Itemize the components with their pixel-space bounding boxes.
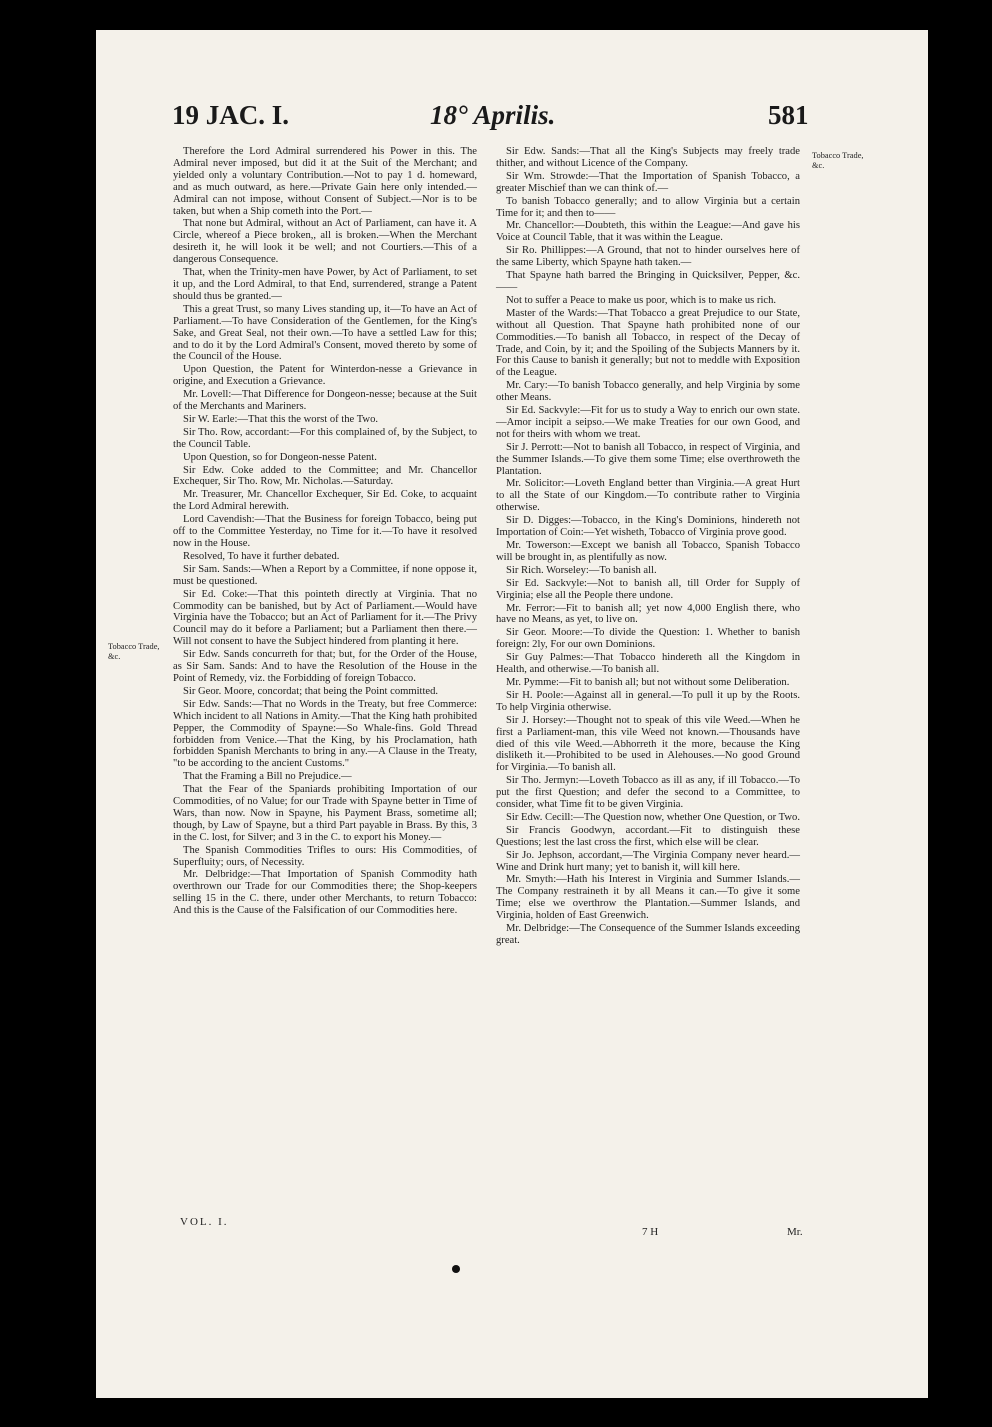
paragraph: Not to suffer a Peace to make us poor, which is to make us rich. [506,294,777,306]
paragraph: That none but Admiral, without an Act of Parliament, can have it. A Circle, whereof a Piece broken,, all is broken.—When the Merchant desireth it, he will look it be well; and not Courtiers.—This of a dangerous Consequence. [173,218,477,266]
paragraph: Sir D. Digges:—Tobacco, in the King's Dominions, hindereth not Importation of Coin:—Yet wisheth, Tobacco of Virginia prove good. [496,515,800,539]
paragraph: Mr. Towerson:—Except we banish all Tobacco, Spanish Tobacco will be brought in, as plentifully as now. [496,540,800,563]
paragraph: Mr. Smyth:—Hath his Interest in Virginia and Summer Islands.—The Company restraineth it by all Means it can.—To give it some Time; else we overthrow the Plantation.—Summer Islands, and Virginia, holden of East Greenwich. [496,874,800,922]
volume-mark: VOL. I. [180,1216,229,1228]
paragraph: Mr. Delbridge:—That Importation of Spanish Commodity hath overthrown our Trade for our Commodities there; the Shop-keepers selling 15 in the C. there, under other Merchants, to return Tobacco: And this is the Cause of the Falsification of our Commodities here. [173,869,477,917]
paragraph: Sir Edw. Sands concurreth for that; but, for the Order of the House, as Sir Sam. Sands: And to have the Resolution of the House in the Point of Remedy, viz. the Forbidding of foreign Tobacco. [173,649,477,684]
paragraph: Sir H. Poole:—Against all in general.—To pull it up by the Roots. To help Virginia otherwise. [496,689,800,713]
margin-note-left: Tobacco Trade, &c. [108,642,160,661]
paragraph: Sir J. Perrott:—Not to banish all Tobacco, in respect of Virginia, and the Summer Islands.—To give them some Time; else overthroweth the Plantation. [496,441,800,477]
paragraph: That the Fear of the Spaniards prohibiting Importation of our Commodities, of no Value; for our Trade with Spayne better in Time of Wars, than now. Now in Spayne, his Payment Brass, sometime all; though, by Law of Spayne, but a third Part payable in Brass. By this, 3 in the C. lost, for Silver; and 3 in the C. to export his Money.— [173,784,477,843]
running-head-date: 18° Aprilis. [430,100,556,130]
paragraph: That the Framing a Bill no Prejudice.— [183,771,352,783]
paragraph: Sir Ed. Coke:—That this pointeth directly at Virginia. That no Commodity can be banished, but by Act of Parliament.—Would have Virginia have the Tobacco; but an Act of Parliament for it.—The Privy Council may do it before a Parliament; but a Parliament then there.—Will not consent to have the Subject hindered from planting it here. [173,588,477,648]
paragraph: Mr. Delbridge:—The Consequence of the Summer Islands exceeding great. [496,923,800,946]
paragraph: Sir Guy Palmes:—That Tobacco hindereth all the Kingdom in Health, and otherwise.—To banish all. [496,652,800,676]
paragraph: Therefore the Lord Admiral surrendered his Power in this. The Admiral never imposed, but did it at the Suit of the Merchant; and yielded only a voluntary Contribution.—Not to pay 1 d. homeward, and as much outward, as here.—Private Gain here only intended.—Admiral can not impose, without Consent of Subject.—Nor is to be taken, but when a Ship cometh into the Port.— [173,146,477,217]
right-column [496,146,800,948]
paragraph: Sir W. Earle:—That this the worst of the Two. [183,413,379,425]
binding-hole [452,1265,460,1273]
paragraph: To banish Tobacco generally; and to allow Virginia but a certain Time for it; and then to—— [496,195,800,219]
paragraph: That Spayne hath barred the Bringing in Quicksilver, Pepper, &c.—— [496,270,800,293]
catchword: Mr. [787,1226,803,1238]
paragraph: Sir Ed. Sackvyle:—Not to banish all, till Order for Supply of Virginia; else all the People there undone. [496,577,800,601]
paragraph: Sir Tho. Jermyn:—Loveth Tobacco as ill as any, if ill Tobacco.—To put the first Question; and defer the second to a Committee, to consider, what Time fit to be given Virginia. [496,775,800,811]
paragraph: Sir Francis Goodwyn, accordant.—Fit to distinguish these Questions; lest the last cross the first, which else will be clear. [496,824,800,848]
paragraph: Sir Rich. Worseley:—To banish all. [506,564,657,576]
paragraph: Mr. Chancellor:—Doubteth, this within the League:—And gave his Voice at Council Table, that it was within the League. [496,220,800,244]
paragraph: Sir Edw. Coke added to the Committee; and Mr. Chancellor Exchequer, Sir Tho. Row, Mr. Nicholas.—Saturday. [173,464,477,488]
signature-mark: 7 H [642,1226,659,1238]
paragraph: That, when the Trinity-men have Power, by Act of Parliament, to set it up, and the Lord Admiral, to that End, surrendered, strange a Patent should thus be granted.— [173,267,477,302]
paragraph: This a great Trust, so many Lives standing up, it—To have an Act of Parliament.—To have Consideration of the Gentlemen, for the King's Sake, and Great Seal, not their own.—To have a settled Law for this; and to do it by the Lord Admiral's Consent, moved thereto by some of the Council of the House. [173,303,477,363]
paragraph: Upon Question, the Patent for Winterdon-nesse a Grievance in origine, and Execution a Grievance. [173,364,477,388]
paragraph: Mr. Lovell:—That Difference for Dongeon-nesse; because at the Suit of the Merchants and Mariners. [173,389,477,413]
paragraph: Master of the Wards:—That Tobacco a great Prejudice to our State, without all Question. That Spayne hath prohibited none of our Commodities.—To banish all Tobacco, in respect of the Decay of Trade, and Coin, by it; and the Spoiling of the Subjects Manners by it. For this Cause to banish it generally; but not to meddle with Exposition of the League. [496,307,800,379]
paragraph: Sir Edw. Sands:—That no Words in the Treaty, but free Commerce: Which incident to all Nations in Amity.—That the King hath prohibited Pepper, the Commodity of Spayne:—So Whale-fins. Gold Thread forbidden from Venice.—That the King, by his Proclamation, hath forbidden Spanish Merchants to bring in any.—A Clause in the Treaty, "to be according to the ancient Customs." [173,698,477,770]
paragraph: Mr. Solicitor:—Loveth England better than Virginia.—A great Hurt to all the State of our Kingdom.—To contribute rather to Virginia otherwise. [496,478,800,514]
paragraph: Sir Jo. Jephson, accordant,—The Virginia Company never heard.—Wine and Drink hurt many; yet to banish it, will kill here. [496,849,800,873]
paragraph: Sir J. Horsey:—Thought not to speak of this vile Weed.—When he first a Parliament-man, this vile Weed not known.—Thousands have died of this vile Weed.—Abhorreth it the more, because the King disliketh it.—Prohibited to be used in Alehouses.—No good Ground for Virginia.—To banish all. [496,714,800,774]
paragraph: Sir Geor. Moore, concordat; that being the Point committed. [183,685,439,697]
paragraph: Sir Ro. Phillippes:—A Ground, that not to hinder ourselves here of the same Liberty, which Spayne hath taken.— [496,245,800,269]
paragraph: Sir Edw. Sands:—That all the King's Subjects may freely trade thither, and without Licence of the Company. [496,146,800,169]
paragraph: Mr. Cary:—To banish Tobacco generally, and help Virginia by some other Means. [496,380,800,404]
paragraph: Sir Sam. Sands:—When a Report by a Committee, if none oppose it, must be questioned. [173,563,477,587]
paragraph: Mr. Pymme:—Fit to banish all; but not without some Deliberation. [506,676,790,688]
paragraph: The Spanish Commodities Trifles to ours: His Commodities, of Superfluity; ours, of Necessity. [173,844,477,868]
paragraph: Sir Tho. Row, accordant:—For this complained of, by the Subject, to the Council Table. [173,426,477,450]
paragraph: Sir Wm. Strowde:—That the Importation of Spanish Tobacco, a greater Mischief than we can think of.— [496,170,800,194]
paragraph: Resolved, To have it further debated. [183,550,340,562]
paragraph: Sir Geor. Moore:—To divide the Question: 1. Whether to banish foreign: 2ly, For our own Dominions. [496,627,800,651]
paragraph: Upon Question, so for Dongeon-nesse Patent. [183,451,377,463]
paragraph: Sir Ed. Sackvyle:—Fit for us to study a Way to enrich our own state.—Amor incipit a seipso.—We make Treaties for our own Good, and not for theirs with whom we treat. [496,405,800,440]
paragraph: Mr. Treasurer, Mr. Chancellor Exchequer, Sir Ed. Coke, to acquaint the Lord Admiral herewith. [173,489,477,513]
paragraph: Sir Edw. Cecill:—The Question now, whether One Question, or Two. [506,811,800,823]
paragraph: Mr. Ferror:—Fit to banish all; yet now 4,000 English there, who have no Means, as yet, to live on. [496,602,800,626]
paragraph: Lord Cavendish:—That the Business for foreign Tobacco, being put off to the Committee Yesterday, no Time for it.—To have it resolved now in the House. [173,514,477,549]
page-number: 581 [768,100,809,130]
left-column [173,146,477,918]
running-head-regnal-year: 19 JAC. I. [172,100,290,130]
margin-note-right: Tobacco Trade, &c. [812,151,864,170]
